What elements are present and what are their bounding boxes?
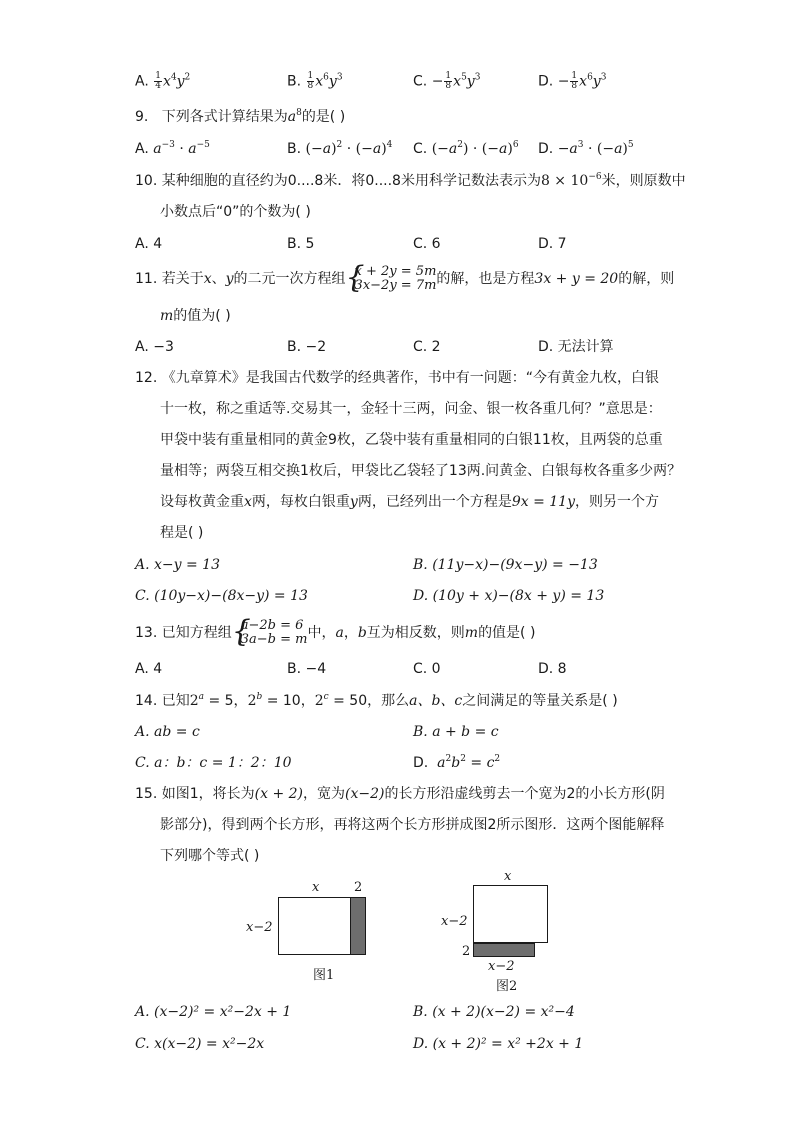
separator: 、 <box>211 271 226 287</box>
option-label: B. <box>287 141 302 157</box>
q11-option-c[interactable]: C. 2 <box>413 339 441 355</box>
fraction <box>444 72 452 91</box>
var: x <box>162 73 171 90</box>
q12-stem-line1 <box>135 369 659 387</box>
fraction <box>307 72 315 91</box>
q15-option-b[interactable]: B. (x + 2)(x−2) = x²−4 <box>413 1004 575 1020</box>
q12-option-a[interactable]: A. x−y = 13 <box>135 557 220 573</box>
q11-option-b[interactable]: B. −2 <box>287 339 327 355</box>
stem-text: 下列各式计算结果为 <box>161 109 288 125</box>
fig1-label-top: x <box>312 880 320 895</box>
stem-text: ，宽为 <box>303 786 345 802</box>
option-expr: $(-a)^2 \cdot (-a)^4$ <box>305 140 393 157</box>
q12-option-d[interactable]: D. (10y + x)−(8x + y) = 13 <box>413 588 605 604</box>
question-number: 10. <box>135 173 158 189</box>
q15-stem-line2: 影部分)，得到两个长方形，再将这两个长方形拼成图2所示图形．这两个图能解释 <box>160 817 665 833</box>
equation: x + 2y = 5m <box>354 264 437 279</box>
numerator: 1 <box>571 71 578 81</box>
var: m <box>160 308 174 324</box>
sci-notation: 8 × 10 <box>540 173 589 189</box>
exp: b <box>256 692 263 702</box>
fig2-label-small: 2 <box>462 944 471 959</box>
q15-stem-line3: 下列哪个等式( ) <box>160 848 260 864</box>
option-label: B. <box>287 73 302 90</box>
stem-text: 中， <box>307 625 336 641</box>
var: y <box>349 494 358 510</box>
numerator: 1 <box>445 71 452 81</box>
vars: a、b、c <box>409 693 463 709</box>
option-label: D. <box>538 141 554 157</box>
equation: 3x−2y = 7m <box>354 278 437 293</box>
option-expr: $-a^3 \cdot (-a)^5$ <box>557 140 634 157</box>
option-label: D. <box>538 73 554 90</box>
denominator: 8 <box>445 81 452 91</box>
equation: 3a−b = m <box>240 632 308 647</box>
var: x <box>315 73 324 90</box>
q12-option-c[interactable]: C. (10y−x)−(8x−y) = 13 <box>135 588 308 604</box>
var: a <box>287 109 297 125</box>
equation: 3x + y = 20 <box>534 271 619 287</box>
fig1-caption: 图1 <box>313 968 335 983</box>
q15-option-d[interactable]: D. (x + 2)² = x² +2x + 1 <box>413 1036 584 1052</box>
stem-text: 已知 <box>161 693 190 709</box>
var: y <box>592 73 601 90</box>
fraction <box>570 72 578 91</box>
var: y <box>328 73 337 90</box>
q8-option-c[interactable] <box>413 72 480 91</box>
exp: −6 <box>588 172 602 182</box>
stem-text: 的是( ) <box>301 109 346 125</box>
q9-option-c[interactable] <box>413 140 519 158</box>
brace-icon: { <box>231 614 251 649</box>
q10-option-d[interactable]: D. 7 <box>538 236 567 252</box>
fig2-caption: 图2 <box>496 979 518 994</box>
stem-text: 两，已经列出一个方程是 <box>357 494 512 510</box>
exp: c <box>323 692 329 702</box>
q11-stem-line2 <box>160 307 231 325</box>
option-expr: $a^{-3} \cdot a^{-5}$ <box>153 140 210 157</box>
q10-option-c[interactable]: C. 6 <box>413 236 441 252</box>
equation: 9x = 11y <box>511 494 575 510</box>
q8-option-b[interactable] <box>287 72 343 91</box>
base: 2 <box>314 693 324 709</box>
var: x <box>244 494 252 510</box>
q14-option-b[interactable]: B. a + b = c <box>413 724 499 740</box>
q10-option-b[interactable]: B. 5 <box>287 236 315 252</box>
denominator: 4 <box>155 81 161 91</box>
stem-text: 的解，也是方程 <box>436 271 535 287</box>
stem-text: 互为相反数，则 <box>366 625 465 641</box>
option-label: D. <box>413 755 429 771</box>
q11-option-a[interactable]: A. −3 <box>135 339 174 355</box>
exp: 2 <box>494 754 501 764</box>
q9-option-a[interactable] <box>135 140 210 158</box>
q9-option-d[interactable] <box>538 140 634 158</box>
exp: a <box>198 692 205 702</box>
stem-text: = 50，那么 <box>328 693 410 709</box>
exp: 6 <box>323 72 329 83</box>
exp: 4 <box>170 72 177 83</box>
q13-option-a[interactable]: A. 4 <box>135 661 163 677</box>
var: x <box>579 73 588 90</box>
exp: 3 <box>336 72 343 83</box>
base: 2 <box>247 693 257 709</box>
var: x <box>453 73 462 90</box>
stem-text: 设每枚黄金重 <box>160 494 244 510</box>
fig2-square <box>473 885 548 943</box>
separator: ， <box>343 625 358 641</box>
question-number: 14. <box>135 693 158 709</box>
numerator: 1 <box>155 71 161 81</box>
expr: (x−2) <box>345 786 385 802</box>
stem-text: 之间满足的等量关系是( ) <box>462 693 618 709</box>
stem-text: 的长方形沿虚线剪去一个宽为2的小长方形(阴 <box>384 786 665 802</box>
option-label: C. <box>413 73 428 90</box>
q10-stem-line2: 小数点后“0”的个数为( ) <box>160 204 311 220</box>
q11-option-d[interactable]: D. 无法计算 <box>538 339 614 355</box>
denominator: 8 <box>571 81 578 91</box>
exp: 5 <box>461 72 467 83</box>
exp: 6 <box>587 72 593 83</box>
q15-stem-line1 <box>135 785 665 803</box>
q8-option-a[interactable] <box>135 72 190 91</box>
var: b <box>451 755 461 771</box>
exp: 2 <box>184 72 191 83</box>
equation-system <box>345 260 437 295</box>
fig1-shaded-strip <box>350 897 366 955</box>
q12-option-b[interactable]: B. (11y−x)−(9x−y) = −13 <box>413 557 598 573</box>
stem-text: ，则另一个方 <box>575 494 659 510</box>
expr: (x + 2) <box>254 786 303 802</box>
stem-text: = 10， <box>262 693 315 709</box>
brace-icon: { <box>345 260 365 295</box>
var: x <box>203 271 212 287</box>
stem-text: 的值是( ) <box>478 625 536 641</box>
var: y <box>466 73 475 90</box>
q12-stem-line2: 十一枚，称之重适等.交易其一，金轻十三两，问金、银一枚各重几何？”意思是： <box>160 401 662 417</box>
stem-text: 《九章算术》是我国古代数学的经典著作，书中有一问题：“今有黄金九枚，白银 <box>161 370 659 386</box>
fig1-main-rect <box>278 897 351 955</box>
stem-text: 的值为( ) <box>173 308 231 324</box>
fig2-label-left: x−2 <box>441 914 468 929</box>
equation-system <box>231 614 308 649</box>
fraction <box>154 72 162 91</box>
stem-text: 的二元一次方程组 <box>233 271 346 287</box>
var: m <box>464 625 479 641</box>
var: = c <box>465 755 495 771</box>
q12-stem-line4: 量相等；两袋互相交换1枚后，甲袋比乙袋轻了13两.问黄金、白银每枚各重多少两？ <box>160 463 682 479</box>
q9-option-b[interactable] <box>287 140 392 158</box>
exp: 3 <box>600 72 607 83</box>
q10-stem-line1 <box>135 172 686 190</box>
stem-text: 已知方程组 <box>161 625 232 641</box>
var: a <box>335 625 344 641</box>
var: a <box>437 755 446 771</box>
q8-option-d[interactable] <box>538 72 606 91</box>
q14-option-d[interactable] <box>413 754 500 772</box>
q12-stem-line6: 程是( ) <box>160 525 204 541</box>
option-expr: $(-a^2) \cdot (-a)^6$ <box>431 140 519 157</box>
stem-text: 的解，则 <box>618 271 675 287</box>
question-number: 13. <box>135 625 158 641</box>
fig2-shaded-strip <box>473 943 535 957</box>
denominator: 8 <box>307 81 314 91</box>
q13-stem <box>135 614 536 649</box>
minus-sign: − <box>431 73 444 90</box>
minus-sign: − <box>557 73 570 90</box>
exp: 3 <box>474 72 481 83</box>
fig1-label-left: x−2 <box>246 920 273 935</box>
fig1-label-right: 2 <box>354 880 363 895</box>
numerator: 1 <box>307 71 314 81</box>
stem-text: 某种细胞的直径约为0....8米．将0....8米用科学记数法表示为 <box>161 173 541 189</box>
exp: 8 <box>296 108 302 118</box>
var: b <box>357 625 367 641</box>
fig2-label-bottom: x−2 <box>488 959 515 974</box>
question-number: 9. <box>135 109 149 125</box>
question-number: 15. <box>135 786 158 802</box>
exp: 2 <box>445 754 452 764</box>
q15-option-c[interactable]: C. x(x−2) = x²−2x <box>135 1036 265 1052</box>
question-number: 11. <box>135 271 158 287</box>
q13-option-d[interactable]: D. 8 <box>538 661 567 677</box>
option-label: A. <box>135 141 149 157</box>
q9-stem <box>135 108 345 126</box>
stem-text: 如图1，将长为 <box>161 786 255 802</box>
base: 2 <box>189 693 199 709</box>
q14-option-a[interactable]: A. ab = c <box>135 724 200 740</box>
q12-stem-line3: 甲袋中装有重量相同的黄金9枚，乙袋中装有重量相同的白银11枚，且两袋的总重 <box>160 432 663 448</box>
stem-text: 米，则原数中 <box>601 173 686 189</box>
stem-text: 若关于 <box>161 271 204 287</box>
option-label: A. <box>135 73 149 90</box>
stem-text: 两，每枚白银重 <box>251 494 350 510</box>
var: y <box>225 271 234 287</box>
fig2-label-top: x <box>504 869 512 884</box>
equation: a−2b = 6 <box>240 618 304 633</box>
stem-text: = 5， <box>204 693 248 709</box>
q13-option-b[interactable]: B. −4 <box>287 661 327 677</box>
q12-stem-line5 <box>160 493 659 511</box>
q14-stem <box>135 692 618 710</box>
q11-stem-line1 <box>135 260 675 295</box>
q10-option-a[interactable]: A. 4 <box>135 236 163 252</box>
q15-option-a[interactable]: A. (x−2)² = x²−2x + 1 <box>135 1004 292 1020</box>
q14-option-c[interactable]: C. a：b：c = 1：2：10 <box>135 755 292 771</box>
q13-option-c[interactable]: C. 0 <box>413 661 441 677</box>
exp: 2 <box>460 754 466 764</box>
var: y <box>176 73 185 90</box>
option-label: C. <box>413 141 428 157</box>
question-number: 12. <box>135 370 158 386</box>
